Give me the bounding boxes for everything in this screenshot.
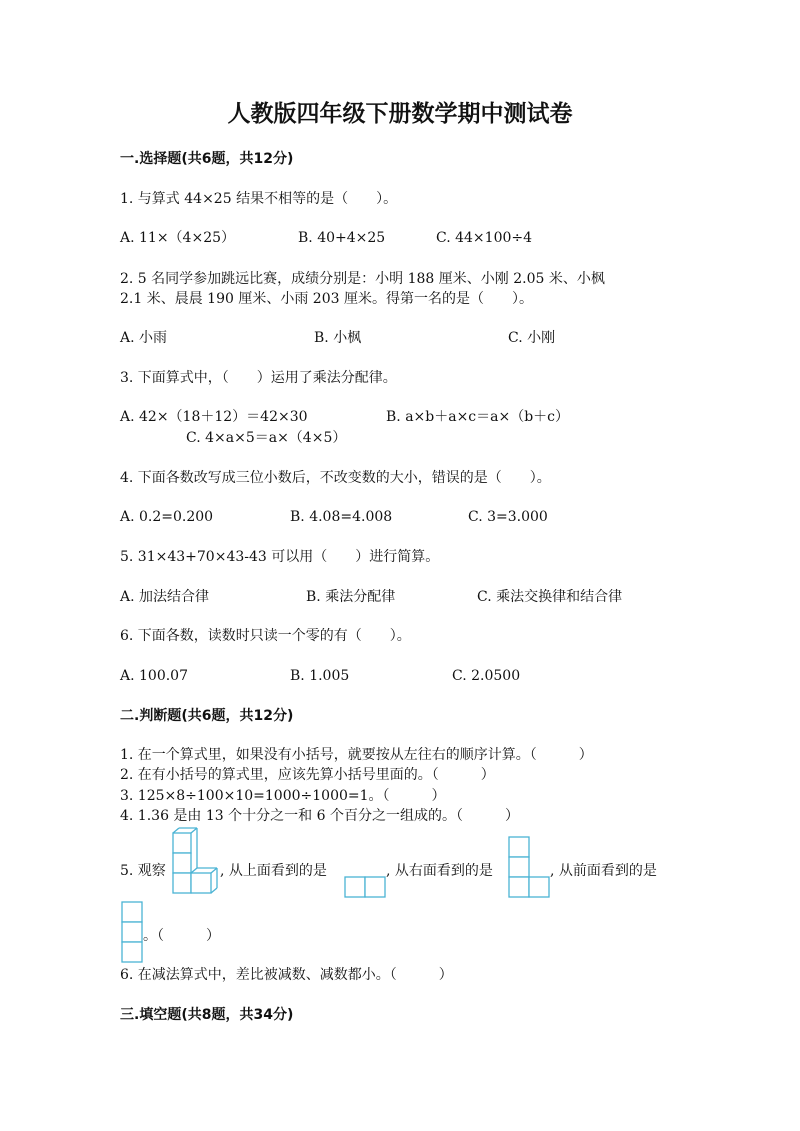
judgement-5-right-view-text: , 从右面看到的是 <box>386 863 493 879</box>
judgement-1: 1. 在一个算式里，如果没有小括号，就要按从左往右的顺序计算。（ ） <box>120 747 593 763</box>
question-2-option-b: B. 小枫 <box>314 330 362 346</box>
question-5-option-b: B. 乘法分配律 <box>306 589 396 605</box>
question-1-option-a: A. 11×（4×25） <box>120 230 236 246</box>
section-heading-choice: 一.选择题(共6题，共12分) <box>120 151 294 167</box>
question-5-option-a: A. 加法结合律 <box>120 589 210 605</box>
question-5-stem: 5. 31×43+70×43-43 可以用（ ）进行简算。 <box>120 549 440 565</box>
judgement-4: 4. 1.36 是由 13 个十分之一和 6 个百分之一组成的。（ ） <box>120 808 519 824</box>
question-1-stem: 1. 与算式 44×25 结果不相等的是（ ）。 <box>120 191 398 207</box>
question-3-stem: 3. 下面算式中，（ ）运用了乘法分配律。 <box>120 370 397 386</box>
judgement-2: 2. 在有小括号的算式里，应该先算小括号里面的。（ ） <box>120 767 495 783</box>
question-2-option-c: C. 小刚 <box>508 330 556 346</box>
question-4-option-b: B. 4.08=4.008 <box>290 509 393 525</box>
question-2-stem-line-1: 2. 5 名同学参加跳远比赛，成绩分别是：小明 188 厘米、小刚 2.05 米、小枫 <box>120 271 605 287</box>
question-3-option-c: C. 4×a×5＝a×（4×5） <box>186 430 347 446</box>
section-heading-fill-in: 三.填空题(共8题，共34分) <box>120 1007 294 1023</box>
question-6-option-c: C. 2.0500 <box>452 668 521 684</box>
top-view-figure <box>344 876 386 898</box>
judgement-3: 3. 125×8÷100×10=1000÷1000=1。（ ） <box>120 788 446 804</box>
cube-stack-figure <box>172 832 220 898</box>
question-1-option-c: C. 44×100÷4 <box>436 230 533 246</box>
question-2-stem-line-2: 2.1 米、晨晨 190 厘米、小雨 203 厘米。得第一名的是（ ）。 <box>120 291 533 307</box>
front-view-figure <box>121 901 143 963</box>
question-2-option-a: A. 小雨 <box>120 330 168 346</box>
question-4-stem: 4. 下面各数改写成三位小数后，不改变数的大小，错误的是（ ）。 <box>120 470 551 486</box>
question-6-option-b: B. 1.005 <box>290 668 350 684</box>
judgement-5-answer-blank: 。（ ） <box>143 928 220 944</box>
question-4-option-c: C. 3=3.000 <box>468 509 548 525</box>
section-heading-judgement: 二.判断题(共6题，共12分) <box>120 708 294 724</box>
question-6-option-a: A. 100.07 <box>120 668 188 684</box>
judgement-5-intro: 5. 观察 <box>120 863 166 879</box>
question-3-option-a: A. 42×（18＋12）＝42×30 <box>120 409 308 425</box>
question-6-stem: 6. 下面各数，读数时只读一个零的有（ ）。 <box>120 628 411 644</box>
question-4-option-a: A. 0.2=0.200 <box>120 509 214 525</box>
judgement-5-front-view-text: , 从前面看到的是 <box>550 863 657 879</box>
question-1-option-b: B. 40+4×25 <box>298 230 386 246</box>
question-3-option-b: B. a×b＋a×c＝a×（b＋c） <box>386 409 570 425</box>
question-5-option-c: C. 乘法交换律和结合律 <box>477 589 623 605</box>
right-view-figure <box>508 836 550 898</box>
judgement-5-top-view-text: , 从上面看到的是 <box>220 863 327 879</box>
judgement-6: 6. 在减法算式中，差比被减数、减数都小。（ ） <box>120 967 453 983</box>
page-title: 人教版四年级下册数学期中测试卷 <box>227 100 573 127</box>
